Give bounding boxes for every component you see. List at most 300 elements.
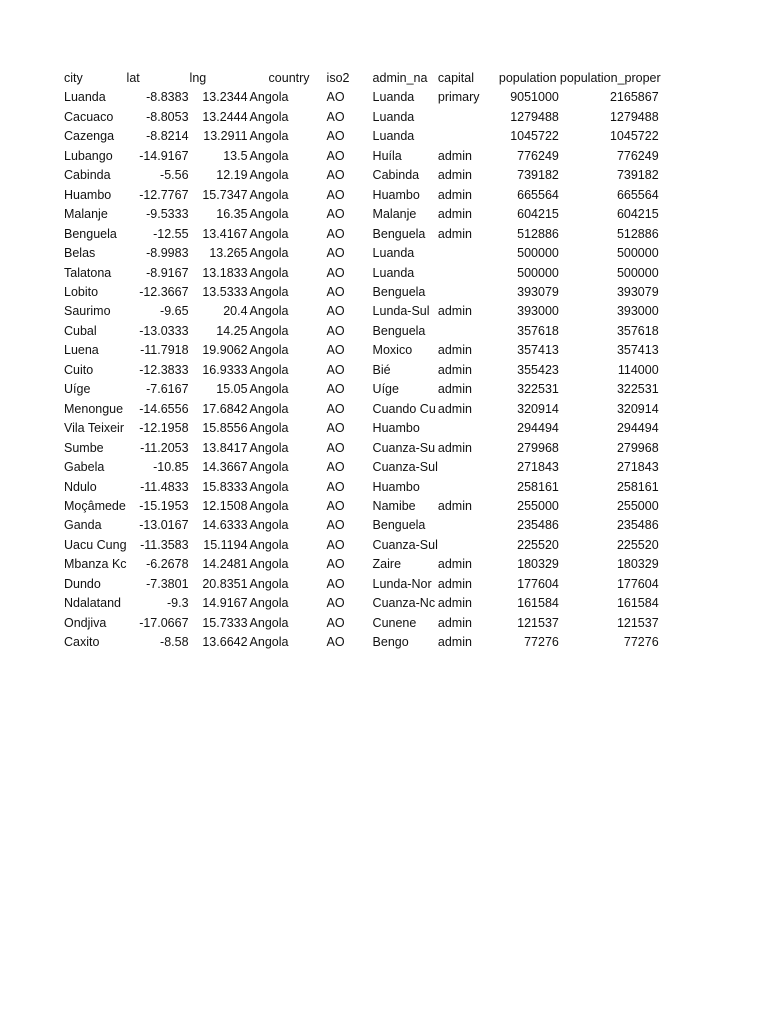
cell-lat[interactable]: -15.1953 bbox=[139, 498, 189, 513]
cell-population[interactable]: 1279488 bbox=[510, 109, 559, 124]
cell-population-proper[interactable]: 500000 bbox=[616, 265, 659, 280]
cell-lng[interactable]: 13.2344 bbox=[202, 90, 248, 105]
cell-population[interactable]: 1045722 bbox=[510, 129, 559, 144]
cell-population-proper[interactable]: 357413 bbox=[616, 343, 659, 358]
cell-lat[interactable]: -12.3833 bbox=[139, 362, 189, 377]
cell-city[interactable]: Luena bbox=[64, 343, 99, 358]
cell-country[interactable]: Angola bbox=[249, 187, 289, 202]
cell-population-proper[interactable]: 177604 bbox=[616, 576, 659, 591]
cell-lat[interactable]: -12.3667 bbox=[139, 284, 189, 299]
cell-population-proper[interactable]: 320914 bbox=[616, 401, 659, 416]
table-row bbox=[63, 244, 661, 263]
cell-lng[interactable]: 12.19 bbox=[216, 168, 248, 183]
cell-capital[interactable] bbox=[438, 478, 498, 497]
cell-population-proper[interactable]: 2165867 bbox=[609, 90, 659, 105]
cell-capital[interactable]: admin bbox=[437, 304, 472, 319]
cell-population-proper[interactable]: 1045722 bbox=[609, 129, 659, 144]
table-row bbox=[63, 614, 661, 633]
cell-lng[interactable]: 19.9062 bbox=[202, 343, 248, 358]
cell-population-proper[interactable]: 512886 bbox=[616, 226, 659, 241]
cell-population[interactable]: 294494 bbox=[517, 421, 559, 436]
cell-population-proper[interactable]: 1279488 bbox=[609, 109, 659, 124]
header-lng[interactable]: lng bbox=[189, 71, 207, 85]
cell-population-proper[interactable]: 294494 bbox=[616, 421, 659, 436]
cell-population[interactable]: 322531 bbox=[517, 382, 559, 397]
cell-lat[interactable]: -9.65 bbox=[160, 304, 189, 319]
cell-lat[interactable]: -17.0667 bbox=[139, 615, 189, 630]
header-capital[interactable]: capital bbox=[437, 71, 475, 85]
table-row bbox=[63, 439, 661, 458]
cell-admin-name[interactable]: Luanda bbox=[372, 246, 415, 261]
cell-iso2[interactable]: AO bbox=[326, 168, 345, 183]
cell-country[interactable]: Angola bbox=[249, 265, 289, 280]
cell-population[interactable]: 393079 bbox=[517, 284, 559, 299]
cell-admin-name[interactable]: Huambo bbox=[372, 187, 420, 202]
cell-country[interactable]: Angola bbox=[249, 362, 289, 377]
cell-capital[interactable] bbox=[438, 458, 498, 477]
cell-lng[interactable]: 14.6333 bbox=[202, 518, 248, 533]
cell-population-proper[interactable]: 271843 bbox=[616, 460, 659, 475]
cell-capital[interactable] bbox=[438, 108, 498, 127]
cell-country[interactable]: Angola bbox=[249, 382, 289, 397]
cell-country[interactable]: Angola bbox=[249, 246, 289, 261]
cell-city[interactable]: Ganda bbox=[64, 518, 102, 533]
cell-lat[interactable]: -12.1958 bbox=[139, 421, 189, 436]
cell-population[interactable]: 512886 bbox=[517, 226, 559, 241]
cell-iso2[interactable]: AO bbox=[326, 498, 345, 513]
table-row bbox=[63, 225, 661, 244]
cell-iso2[interactable]: AO bbox=[326, 440, 345, 455]
table-row bbox=[63, 341, 661, 360]
cell-country[interactable]: Angola bbox=[249, 148, 289, 163]
cell-lat[interactable]: -8.8053 bbox=[146, 109, 189, 124]
cell-admin-name[interactable]: Namibe bbox=[372, 498, 416, 513]
cell-population-proper[interactable]: 500000 bbox=[616, 246, 659, 261]
cell-capital[interactable]: admin bbox=[437, 343, 472, 358]
cell-lat[interactable]: -8.8214 bbox=[146, 129, 189, 144]
cell-capital[interactable] bbox=[438, 283, 498, 302]
cell-city[interactable]: Menongue bbox=[64, 401, 124, 416]
cell-admin-name[interactable]: Benguela bbox=[372, 323, 426, 338]
table-row bbox=[63, 497, 661, 516]
cell-admin-name[interactable]: Luanda bbox=[372, 265, 415, 280]
cell-population[interactable]: 739182 bbox=[517, 168, 559, 183]
cell-lng[interactable]: 17.6842 bbox=[202, 401, 248, 416]
cell-iso2[interactable]: AO bbox=[326, 382, 345, 397]
cell-population-proper[interactable]: 235486 bbox=[616, 518, 659, 533]
cell-population-proper[interactable]: 739182 bbox=[616, 168, 659, 183]
cell-city[interactable]: Saurimo bbox=[64, 304, 111, 319]
table-row bbox=[63, 555, 661, 574]
cell-city[interactable]: Benguela bbox=[64, 226, 117, 241]
cell-population-proper[interactable]: 776249 bbox=[616, 148, 659, 163]
cell-iso2[interactable]: AO bbox=[326, 518, 345, 533]
cell-population[interactable]: 393000 bbox=[517, 304, 559, 319]
cell-capital[interactable]: admin bbox=[437, 362, 472, 377]
cell-lng[interactable]: 16.35 bbox=[216, 207, 248, 222]
cell-admin-name[interactable]: Huambo bbox=[372, 421, 420, 436]
table-row bbox=[63, 516, 661, 535]
cell-capital[interactable] bbox=[438, 322, 498, 341]
cell-lat[interactable]: -11.2053 bbox=[140, 440, 189, 455]
cell-city[interactable]: Belas bbox=[64, 246, 96, 261]
cell-capital[interactable]: admin bbox=[437, 635, 472, 650]
cell-country[interactable]: Angola bbox=[249, 537, 289, 552]
cell-city[interactable]: Ondjiva bbox=[64, 615, 107, 630]
header-population-proper[interactable]: population_proper bbox=[559, 71, 661, 85]
cell-admin-name[interactable]: Cuanza-Nc bbox=[372, 596, 436, 611]
cell-admin-name[interactable]: Luanda bbox=[372, 109, 415, 124]
cell-iso2[interactable]: AO bbox=[326, 187, 345, 202]
cell-country[interactable]: Angola bbox=[249, 168, 289, 183]
cell-lat[interactable]: -11.7918 bbox=[140, 343, 189, 358]
table-row bbox=[63, 380, 661, 399]
header-admin-name[interactable]: admin_na bbox=[372, 71, 428, 85]
cell-lng[interactable]: 16.9333 bbox=[202, 362, 248, 377]
cell-city[interactable]: Cabinda bbox=[64, 168, 111, 183]
cell-lng[interactable]: 14.25 bbox=[216, 323, 248, 338]
cell-population[interactable]: 604215 bbox=[517, 207, 559, 222]
cell-population-proper[interactable]: 161584 bbox=[616, 596, 659, 611]
table-row bbox=[63, 361, 661, 380]
cell-capital[interactable]: admin bbox=[437, 168, 472, 183]
cell-population[interactable]: 500000 bbox=[517, 246, 559, 261]
cell-iso2[interactable]: AO bbox=[326, 576, 345, 591]
cell-lng[interactable]: 13.4167 bbox=[202, 226, 248, 241]
cell-lat[interactable]: -5.56 bbox=[160, 168, 189, 183]
cell-population-proper[interactable]: 393079 bbox=[616, 284, 659, 299]
cell-capital[interactable]: admin bbox=[437, 576, 472, 591]
cell-country[interactable]: Angola bbox=[249, 226, 289, 241]
cell-iso2[interactable]: AO bbox=[326, 226, 345, 241]
cell-city[interactable]: Gabela bbox=[64, 460, 105, 475]
table-row bbox=[63, 536, 661, 555]
cell-iso2[interactable]: AO bbox=[326, 615, 345, 630]
cell-lng[interactable]: 15.8556 bbox=[202, 421, 248, 436]
cell-city[interactable]: Sumbe bbox=[64, 440, 104, 455]
cell-city[interactable]: Talatona bbox=[64, 265, 112, 280]
cell-admin-name[interactable]: Zaire bbox=[372, 557, 402, 572]
cell-city[interactable]: Mbanza Kc bbox=[64, 557, 127, 572]
cell-population[interactable]: 357413 bbox=[517, 343, 559, 358]
cell-admin-name[interactable]: Benguela bbox=[372, 284, 426, 299]
cell-population-proper[interactable]: 255000 bbox=[616, 498, 659, 513]
cell-capital[interactable]: admin bbox=[437, 401, 472, 416]
cell-country[interactable]: Angola bbox=[249, 460, 289, 475]
cell-iso2[interactable]: AO bbox=[326, 148, 345, 163]
cell-lng[interactable]: 13.1833 bbox=[202, 265, 248, 280]
table-row bbox=[63, 108, 661, 127]
cell-population[interactable]: 776249 bbox=[517, 148, 559, 163]
cell-lat[interactable]: -7.6167 bbox=[146, 382, 189, 397]
cell-capital[interactable] bbox=[438, 516, 498, 535]
table-row bbox=[63, 633, 661, 652]
cell-lng[interactable]: 20.4 bbox=[223, 304, 248, 319]
cell-country[interactable]: Angola bbox=[249, 635, 289, 650]
table-row bbox=[63, 322, 661, 341]
cell-iso2[interactable]: AO bbox=[326, 90, 345, 105]
cell-capital[interactable]: admin bbox=[437, 226, 472, 241]
cell-population[interactable]: 77276 bbox=[524, 635, 559, 650]
table-row bbox=[63, 186, 661, 205]
cell-population[interactable]: 355423 bbox=[517, 362, 559, 377]
cell-lat[interactable]: -13.0333 bbox=[139, 323, 189, 338]
cell-iso2[interactable]: AO bbox=[326, 537, 345, 552]
cell-population-proper[interactable]: 258161 bbox=[616, 479, 659, 494]
cell-city[interactable]: Huambo bbox=[64, 187, 112, 202]
cell-population[interactable]: 500000 bbox=[517, 265, 559, 280]
cell-lng[interactable]: 13.8417 bbox=[202, 440, 248, 455]
cell-lat[interactable]: -8.9983 bbox=[146, 246, 189, 261]
cell-admin-name[interactable]: Luanda bbox=[372, 129, 415, 144]
cell-country[interactable]: Angola bbox=[249, 440, 289, 455]
cell-lat[interactable]: -11.4833 bbox=[140, 479, 189, 494]
cell-country[interactable]: Angola bbox=[249, 421, 289, 436]
cell-lng[interactable]: 13.265 bbox=[209, 246, 248, 261]
cell-population[interactable]: 320914 bbox=[517, 401, 559, 416]
cell-lat[interactable]: -6.2678 bbox=[146, 557, 189, 572]
cell-admin-name[interactable]: Huambo bbox=[372, 479, 420, 494]
cell-lat[interactable]: -8.9167 bbox=[146, 265, 189, 280]
cell-city[interactable]: Dundo bbox=[64, 576, 101, 591]
cell-country[interactable]: Angola bbox=[249, 498, 289, 513]
table-row bbox=[63, 302, 661, 321]
cell-country[interactable]: Angola bbox=[249, 401, 289, 416]
cell-population[interactable]: 161584 bbox=[517, 596, 559, 611]
cell-country[interactable]: Angola bbox=[249, 518, 289, 533]
cell-lng[interactable]: 14.9167 bbox=[202, 596, 248, 611]
cell-iso2[interactable]: AO bbox=[326, 401, 345, 416]
cell-lng[interactable]: 15.1194 bbox=[203, 537, 248, 552]
cell-population[interactable]: 180329 bbox=[517, 557, 559, 572]
cell-capital[interactable] bbox=[438, 419, 498, 438]
cell-capital[interactable]: admin bbox=[437, 596, 472, 611]
table-row bbox=[63, 400, 661, 419]
cell-iso2[interactable]: AO bbox=[326, 635, 345, 650]
cell-population-proper[interactable]: 393000 bbox=[616, 304, 659, 319]
cell-lng[interactable]: 13.5 bbox=[223, 148, 248, 163]
header-iso2[interactable]: iso2 bbox=[326, 71, 350, 85]
cell-lng[interactable]: 12.1508 bbox=[202, 498, 248, 513]
cell-lng[interactable]: 14.3667 bbox=[202, 460, 248, 475]
cell-lat[interactable]: -7.3801 bbox=[146, 576, 189, 591]
cell-lat[interactable]: -11.3583 bbox=[140, 537, 189, 552]
cell-lng[interactable]: 15.05 bbox=[216, 382, 248, 397]
cell-lat[interactable]: -12.55 bbox=[153, 226, 189, 241]
cell-iso2[interactable]: AO bbox=[326, 284, 345, 299]
cell-admin-name[interactable]: Lunda-Sul bbox=[372, 304, 430, 319]
cell-city[interactable]: Caxito bbox=[64, 635, 100, 650]
header-city[interactable]: city bbox=[64, 71, 83, 85]
cell-country[interactable]: Angola bbox=[249, 207, 289, 222]
cell-admin-name[interactable]: Cuanza-Sul bbox=[372, 537, 438, 552]
cell-iso2[interactable]: AO bbox=[326, 129, 345, 144]
cell-admin-name[interactable]: Luanda bbox=[372, 90, 415, 105]
cell-city[interactable]: Cubal bbox=[64, 323, 97, 338]
cell-admin-name[interactable]: Cabinda bbox=[372, 168, 420, 183]
cell-lat[interactable]: -9.3 bbox=[167, 596, 189, 611]
cell-population-proper[interactable]: 665564 bbox=[616, 187, 659, 202]
cell-admin-name[interactable]: Huíla bbox=[372, 148, 402, 163]
cell-city[interactable]: Ndalatand bbox=[64, 596, 121, 611]
table-row bbox=[63, 594, 661, 613]
cell-city[interactable]: Lubango bbox=[64, 148, 113, 163]
cell-population[interactable]: 9051000 bbox=[510, 90, 559, 105]
cell-city[interactable]: Cazenga bbox=[64, 129, 115, 144]
cell-city[interactable]: Malanje bbox=[64, 207, 108, 222]
cell-admin-name[interactable]: Uíge bbox=[372, 382, 399, 397]
cell-lat[interactable]: -14.9167 bbox=[139, 148, 189, 163]
cell-admin-name[interactable]: Benguela bbox=[372, 518, 426, 533]
cell-country[interactable]: Angola bbox=[249, 557, 289, 572]
cell-country[interactable]: Angola bbox=[249, 323, 289, 338]
cell-iso2[interactable]: AO bbox=[326, 557, 345, 572]
cell-lng[interactable]: 15.7333 bbox=[202, 615, 248, 630]
cell-population-proper[interactable]: 225520 bbox=[616, 537, 659, 552]
cell-population-proper[interactable]: 322531 bbox=[616, 382, 659, 397]
cell-population-proper[interactable]: 121537 bbox=[616, 615, 659, 630]
cell-country[interactable]: Angola bbox=[249, 576, 289, 591]
cell-country[interactable]: Angola bbox=[249, 129, 289, 144]
table-row bbox=[63, 205, 661, 224]
cell-capital[interactable]: primary bbox=[437, 90, 480, 105]
cell-admin-name[interactable]: Cuanza-Su bbox=[372, 440, 436, 455]
spreadsheet-table bbox=[63, 69, 661, 653]
cell-iso2[interactable]: AO bbox=[326, 304, 345, 319]
cell-iso2[interactable]: AO bbox=[326, 246, 345, 261]
cell-capital[interactable]: admin bbox=[437, 615, 472, 630]
cell-population-proper[interactable]: 180329 bbox=[616, 557, 659, 572]
city-data-table bbox=[63, 69, 661, 653]
cell-country[interactable]: Angola bbox=[249, 343, 289, 358]
cell-city[interactable]: Uíge bbox=[64, 382, 91, 397]
cell-lng[interactable]: 15.7347 bbox=[202, 187, 248, 202]
cell-population-proper[interactable]: 77276 bbox=[623, 635, 659, 650]
table-row bbox=[63, 575, 661, 594]
cell-iso2[interactable]: AO bbox=[326, 362, 345, 377]
header-population[interactable]: population bbox=[498, 71, 557, 85]
cell-city[interactable]: Ndulo bbox=[64, 479, 97, 494]
cell-admin-name[interactable]: Cuanza-Sul bbox=[372, 460, 438, 475]
cell-capital[interactable] bbox=[438, 127, 498, 146]
cell-capital[interactable]: admin bbox=[437, 382, 472, 397]
cell-lng[interactable]: 20.8351 bbox=[202, 576, 248, 591]
cell-iso2[interactable]: AO bbox=[326, 596, 345, 611]
cell-country[interactable]: Angola bbox=[249, 90, 289, 105]
table-row bbox=[63, 419, 661, 438]
cell-capital[interactable]: admin bbox=[437, 187, 472, 202]
cell-country[interactable]: Angola bbox=[249, 284, 289, 299]
cell-city[interactable]: Uacu Cung bbox=[64, 537, 127, 552]
cell-iso2[interactable]: AO bbox=[326, 479, 345, 494]
cell-capital[interactable]: admin bbox=[437, 207, 472, 222]
table-row bbox=[63, 147, 661, 166]
cell-lat[interactable]: -8.58 bbox=[160, 635, 189, 650]
cell-iso2[interactable]: AO bbox=[326, 207, 345, 222]
cell-iso2[interactable]: AO bbox=[326, 343, 345, 358]
table-row bbox=[63, 88, 661, 107]
cell-city[interactable]: Cuito bbox=[64, 362, 94, 377]
cell-population[interactable]: 271843 bbox=[517, 460, 559, 475]
cell-admin-name[interactable]: Malanje bbox=[372, 207, 417, 222]
table-row bbox=[63, 166, 661, 185]
cell-capital[interactable]: admin bbox=[437, 557, 472, 572]
cell-population[interactable]: 357618 bbox=[517, 323, 559, 338]
cell-country[interactable]: Angola bbox=[249, 596, 289, 611]
cell-capital[interactable]: admin bbox=[437, 440, 472, 455]
cell-city[interactable]: Vila Teixeir bbox=[64, 421, 124, 436]
cell-population-proper[interactable]: 357618 bbox=[616, 323, 659, 338]
cell-city[interactable]: Moçâmede bbox=[64, 498, 126, 513]
cell-iso2[interactable]: AO bbox=[326, 265, 345, 280]
cell-population[interactable]: 255000 bbox=[517, 498, 559, 513]
cell-admin-name[interactable]: Moxico bbox=[372, 343, 413, 358]
cell-country[interactable]: Angola bbox=[249, 109, 289, 124]
cell-lng[interactable]: 15.8333 bbox=[202, 479, 248, 494]
cell-lng[interactable]: 13.2444 bbox=[202, 109, 248, 124]
cell-admin-name[interactable]: Bié bbox=[372, 362, 391, 377]
cell-lat[interactable]: -13.0167 bbox=[139, 518, 189, 533]
cell-admin-name[interactable]: Lunda-Nor bbox=[372, 576, 432, 591]
cell-lat[interactable]: -14.6556 bbox=[139, 401, 189, 416]
cell-capital[interactable]: admin bbox=[437, 498, 472, 513]
cell-population-proper[interactable]: 279968 bbox=[616, 440, 659, 455]
cell-population[interactable]: 665564 bbox=[517, 187, 559, 202]
cell-iso2[interactable]: AO bbox=[326, 109, 345, 124]
cell-lng[interactable]: 13.2911 bbox=[203, 129, 248, 144]
cell-population[interactable]: 225520 bbox=[517, 537, 559, 552]
cell-lat[interactable]: -12.7767 bbox=[139, 187, 189, 202]
cell-lng[interactable]: 13.5333 bbox=[202, 284, 248, 299]
cell-iso2[interactable]: AO bbox=[326, 421, 345, 436]
cell-lng[interactable]: 13.6642 bbox=[202, 635, 248, 650]
table-row bbox=[63, 478, 661, 497]
cell-city[interactable]: Cacuaco bbox=[64, 109, 114, 124]
cell-population[interactable]: 279968 bbox=[517, 440, 559, 455]
cell-city[interactable]: Luanda bbox=[64, 90, 106, 105]
cell-population[interactable]: 177604 bbox=[517, 576, 559, 591]
cell-admin-name[interactable]: Cunene bbox=[372, 615, 417, 630]
table-row bbox=[63, 283, 661, 302]
cell-lat[interactable]: -9.5333 bbox=[146, 207, 189, 222]
table-row bbox=[63, 127, 661, 146]
cell-population[interactable]: 258161 bbox=[517, 479, 559, 494]
cell-city[interactable]: Lobito bbox=[64, 284, 99, 299]
cell-population-proper[interactable]: 604215 bbox=[616, 207, 659, 222]
header-row bbox=[63, 69, 661, 88]
cell-admin-name[interactable]: Benguela bbox=[372, 226, 426, 241]
cell-admin-name[interactable]: Cuando Cu bbox=[372, 401, 436, 416]
cell-iso2[interactable]: AO bbox=[326, 323, 345, 338]
cell-capital[interactable] bbox=[438, 244, 498, 263]
cell-lat[interactable]: -8.8383 bbox=[146, 90, 189, 105]
cell-admin-name[interactable]: Bengo bbox=[372, 635, 409, 650]
header-lat[interactable]: lat bbox=[126, 71, 140, 85]
cell-country[interactable]: Angola bbox=[249, 304, 289, 319]
cell-capital[interactable]: admin bbox=[437, 148, 472, 163]
cell-country[interactable]: Angola bbox=[249, 479, 289, 494]
cell-population[interactable]: 121537 bbox=[517, 615, 559, 630]
cell-capital[interactable] bbox=[438, 264, 498, 283]
cell-population-proper[interactable]: 114000 bbox=[617, 362, 659, 377]
cell-lat[interactable]: -10.85 bbox=[153, 460, 189, 475]
cell-iso2[interactable]: AO bbox=[326, 460, 345, 475]
header-country[interactable]: country bbox=[268, 71, 310, 85]
cell-capital[interactable] bbox=[438, 536, 498, 555]
cell-country[interactable]: Angola bbox=[249, 615, 289, 630]
cell-population[interactable]: 235486 bbox=[517, 518, 559, 533]
cell-lng[interactable]: 14.2481 bbox=[202, 557, 248, 572]
